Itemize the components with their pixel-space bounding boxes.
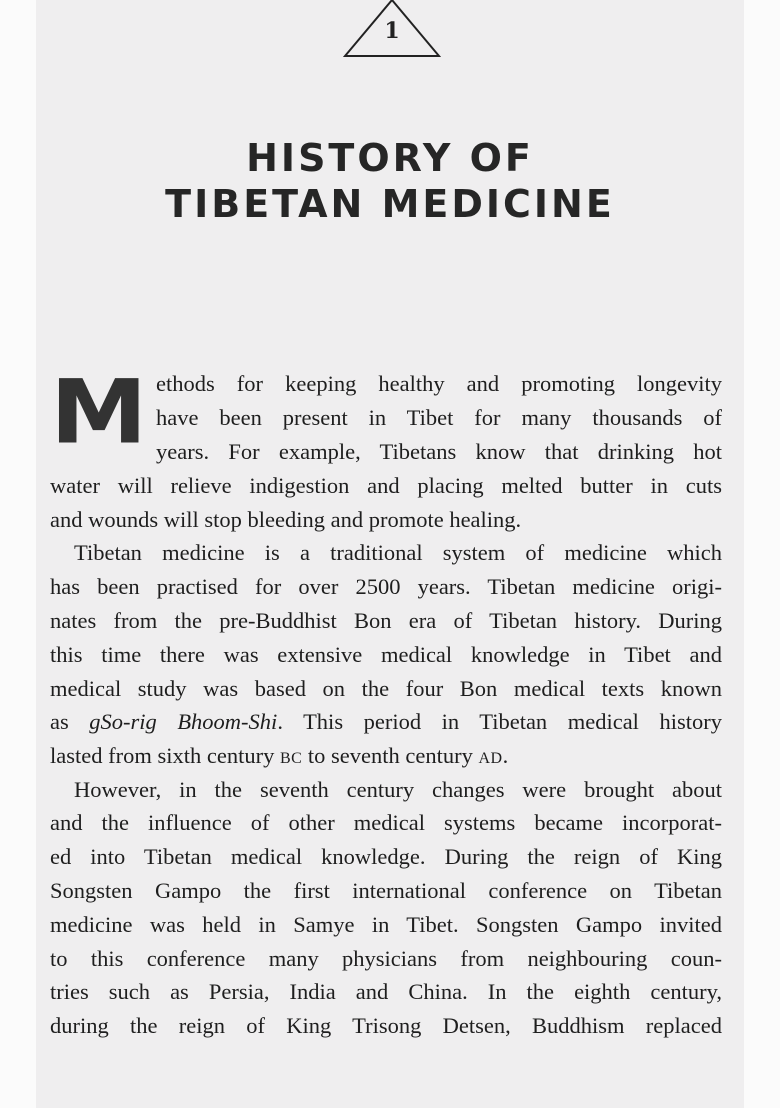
text-line [50,741,722,774]
text-line: years. For example, Tibetans know that drinking hot [156,439,722,464]
small-caps-bc: BC [279,750,303,767]
italic-text-title: gSo-rig Bhoom-Shi [89,709,278,734]
text-line: during the reign of King Trisong Detsen, Buddhism replaced [50,1013,722,1038]
chapter-title-line-2: TIBETAN MEDICINE [165,182,615,226]
drop-cap: M [50,361,148,465]
text: . This period in Tibetan medical history [277,709,722,734]
text: to seventh century [302,743,479,768]
text: lasted from sixth century [50,743,280,768]
text-line [50,707,722,737]
text-line: ethods for keeping healthy and promoting longevity [156,371,722,396]
text-line: medical study was based on the four Bon medical texts known [50,676,722,701]
text-line: water will relieve indigestion and placing melted butter in cuts [50,473,722,498]
text-line: Tibetan medicine is a traditional system of medicine which [74,540,722,565]
text: as [50,709,90,734]
text-line: ed into Tibetan medical knowledge. During the reign of King [50,844,722,869]
text: . [502,743,509,768]
text-line: nates from the pre-Buddhist Bon era of Tibetan history. During [50,608,722,633]
chapter-number: 1 [384,18,400,44]
text-line: and wounds will stop bleeding and promote healing. [50,507,522,532]
text-line: to this conference many physicians from neighbouring coun- [50,946,722,971]
text-line: Songsten Gampo the first international conference on Tibetan [50,878,722,903]
text-line: have been present in Tibet for many thousands of [156,405,722,430]
text-line: this time there was extensive medical knowledge in Tibet and [50,642,722,667]
small-caps-ad: AD [478,750,503,767]
chapter-title-line-1: HISTORY OF [246,136,534,180]
text-line: tries such as Persia, India and China. In the eighth century, [50,979,722,1004]
text-line: and the influence of other medical systems became incorporat- [50,810,722,835]
text-line: has been practised for over 2500 years. Tibetan medicine origi- [50,574,722,599]
text-line: However, in the seventh century changes were brought about [74,777,722,802]
text-line: medicine was held in Samye in Tibet. Songsten Gampo invited [50,912,722,937]
